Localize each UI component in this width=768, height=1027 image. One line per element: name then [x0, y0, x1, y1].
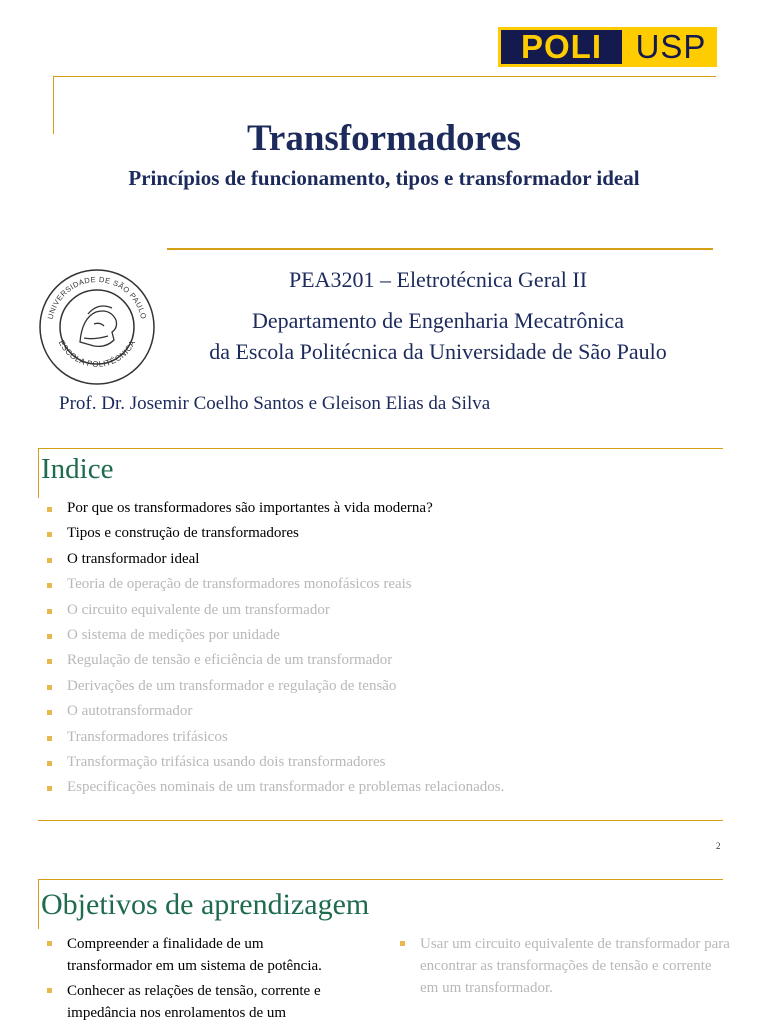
list-item — [47, 652, 504, 677]
slide3-left-rule — [38, 879, 39, 929]
list-item-text: Teoria de operação de transformadores monofásicos reais — [67, 576, 412, 593]
slide-subtitle: Princípios de funcionamento, tipos e transformador ideal — [128, 166, 640, 190]
slide1-top-rule — [53, 76, 716, 77]
list-item-text: Por que os transformadores são importantes à vida moderna? — [67, 500, 433, 516]
list-item-text: Conhecer as relações de tensão, corrente e impedância nos enrolamentos de um — [67, 983, 321, 1021]
professors: Prof. Dr. Josemir Coelho Santos e Gleison Elias da Silva — [59, 393, 491, 414]
objectives-title: Objetivos de aprendizagem — [41, 888, 370, 921]
list-item — [47, 933, 347, 977]
list-item — [47, 729, 504, 754]
list-item-text: Transformadores trifásicos — [67, 728, 228, 745]
objectives-left-column — [47, 933, 347, 1027]
bullet-square-icon — [47, 609, 52, 614]
slide2-top-rule — [38, 448, 723, 449]
list-item — [47, 602, 504, 627]
slide2-left-rule — [38, 448, 39, 498]
list-item — [47, 551, 504, 576]
list-item-text: O transformador ideal — [67, 550, 200, 567]
index-title: Indice — [41, 453, 114, 485]
list-item — [400, 933, 730, 999]
list-item-text: Compreender a finalidade de um transformador em um sistema de potência. — [67, 936, 322, 974]
poli-usp-logo — [498, 27, 717, 67]
logo-poli: POLI — [498, 27, 625, 67]
list-item-text: O circuito equivalente de um transformador — [67, 601, 330, 618]
slide3-top-rule — [38, 879, 723, 880]
objectives-right-column — [400, 933, 730, 1002]
bullet-square-icon — [47, 507, 52, 512]
bullet-square-icon — [47, 988, 52, 993]
list-item-text: Regulação de tensão e eficiência de um transformador — [67, 652, 393, 669]
seal-inner-text: ESCOLA POLITÉCNICA — [56, 338, 138, 369]
bullet-square-icon — [400, 941, 405, 946]
list-item — [47, 525, 504, 550]
department-line-1: Departamento de Engenharia Mecatrônica — [252, 308, 624, 333]
bullet-square-icon — [47, 659, 52, 664]
slide-title: Transformadores — [246, 118, 522, 159]
course-code: PEA3201 – Eletrotécnica Geral II — [288, 267, 588, 292]
list-item — [47, 754, 504, 779]
slide1-divider — [167, 248, 713, 250]
seal-outer-text: UNIVERSIDADE DE SÃO PAULO — [45, 274, 149, 321]
list-item-text: Transformação trifásica usando dois transformadores — [67, 753, 386, 770]
bullet-square-icon — [47, 583, 52, 588]
bullet-square-icon — [47, 532, 52, 537]
list-item — [47, 576, 504, 601]
bullet-square-icon — [47, 761, 52, 766]
slide2-bottom-rule — [38, 820, 723, 821]
bullet-square-icon — [47, 634, 52, 639]
logo-usp: USP — [625, 27, 717, 67]
list-item-text: Derivações de um transformador e regulação de tensão — [67, 677, 397, 694]
bullet-square-icon — [47, 941, 52, 946]
bullet-square-icon — [47, 685, 52, 690]
list-item — [47, 779, 504, 804]
list-item-text: Usar um circuito equivalente de transformador para encontrar as transformações de tensão e corrente em um transformador. — [420, 936, 730, 996]
list-item — [47, 678, 504, 703]
bullet-square-icon — [47, 710, 52, 715]
bullet-square-icon — [47, 786, 52, 791]
bullet-square-icon — [47, 558, 52, 563]
bullet-square-icon — [47, 736, 52, 741]
list-item-text: Tipos e construção de transformadores — [67, 525, 299, 542]
list-item — [47, 703, 504, 728]
list-item-text: O autotransformador — [67, 703, 193, 720]
page-number: 2 — [716, 841, 721, 851]
list-item — [47, 627, 504, 652]
list-item-text: O sistema de medições por unidade — [67, 626, 280, 643]
department-line-2: da Escola Politécnica da Universidade de São Paulo — [209, 339, 667, 364]
list-item — [47, 980, 347, 1024]
list-item — [47, 500, 504, 525]
index-list — [47, 500, 504, 805]
list-item-text: Especificações nominais de um transformador e problemas relacionados. — [67, 779, 505, 796]
